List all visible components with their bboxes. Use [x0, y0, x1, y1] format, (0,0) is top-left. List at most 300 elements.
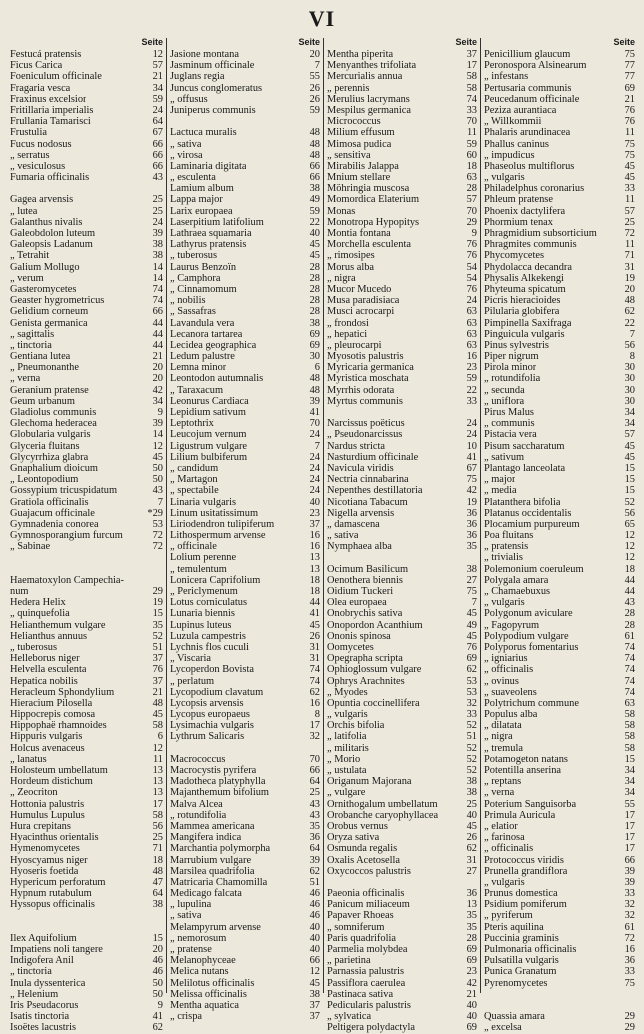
index-entry — [327, 877, 477, 888]
index-entry — [170, 731, 320, 742]
index-entry — [10, 754, 163, 765]
entry-page: 50 — [152, 977, 163, 989]
entry-page: 43 — [624, 597, 635, 609]
entry-page: 32 — [466, 697, 477, 709]
entry-name: Poa fluitans — [484, 530, 534, 542]
entry-page: 38 — [309, 183, 320, 195]
entry-page: 12 — [624, 552, 635, 564]
entry-name: „ Pneumonanthe — [10, 362, 79, 374]
entry-name: „ nobilis — [170, 295, 206, 307]
entry-name: „ offusus — [170, 93, 208, 105]
entry-page: 48 — [309, 384, 320, 396]
index-entry — [10, 586, 163, 597]
entry-page: 39 — [152, 418, 163, 430]
index-entry — [170, 485, 320, 496]
index-entry — [10, 273, 163, 284]
entry-name: Holcus avenaceus — [10, 742, 85, 754]
entry-page: 58 — [466, 82, 477, 94]
index-entry — [10, 239, 163, 250]
entry-name: „ rimosipes — [327, 250, 375, 262]
index-entry — [10, 552, 163, 563]
entry-page: 45 — [624, 160, 635, 172]
entry-page: 58 — [152, 720, 163, 732]
index-entry — [170, 60, 320, 71]
entry-name: Piper nigrum — [484, 351, 539, 363]
index-entry — [484, 83, 635, 94]
entry-page: 19 — [466, 496, 477, 508]
index-entry — [10, 250, 163, 261]
entry-name: Guajacum officinale — [10, 507, 95, 519]
entry-name: Ilex Aquifolium — [10, 932, 77, 944]
entry-page: 66 — [624, 854, 635, 866]
entry-page: 36 — [309, 832, 320, 844]
index-entry — [484, 642, 635, 653]
index-entry — [170, 899, 320, 910]
entry-page: 8 — [314, 709, 320, 721]
index-entry — [327, 172, 477, 183]
index-entry — [327, 94, 477, 105]
entry-page: 30 — [309, 351, 320, 363]
entry-name: Lappa major — [170, 194, 223, 206]
index-entry — [327, 989, 477, 1000]
entry-page: 40 — [309, 944, 320, 955]
entry-page: 74 — [309, 675, 320, 687]
entry-name: Helianthemum vulgare — [10, 619, 106, 631]
entry-name: Hedera Helix — [10, 597, 66, 609]
entry-name: „ verum — [10, 272, 44, 284]
index-entry — [170, 933, 320, 944]
entry-page: 64 — [309, 843, 320, 855]
index-entry — [170, 832, 320, 843]
entry-page: 59 — [152, 93, 163, 105]
entry-page: 15 — [624, 753, 635, 765]
index-entry — [170, 754, 320, 765]
entry-name: „ Tetrahit — [10, 250, 50, 262]
entry-name: Picris hieracioides — [484, 295, 561, 307]
entry-name: Pistacia vera — [484, 429, 537, 441]
entry-name: Mentha aquatica — [170, 999, 239, 1011]
entry-name: Hippocrepis comosa — [10, 709, 96, 721]
index-entry — [170, 94, 320, 105]
entry-page: 17 — [466, 60, 477, 72]
index-entry — [170, 687, 320, 698]
index-entry — [484, 933, 635, 944]
index-entry — [484, 821, 635, 832]
index-entry — [10, 1011, 163, 1022]
entry-page: 69 — [309, 328, 320, 340]
entry-name: Plantago lanceolata — [484, 462, 566, 474]
index-entry — [10, 485, 163, 496]
entry-name: Marchantia polymorpha — [170, 843, 271, 855]
entry-page: 28 — [309, 272, 320, 284]
entry-name: Lathraea squamaria — [170, 228, 252, 239]
index-entry — [10, 407, 163, 418]
index-entry — [170, 597, 320, 608]
index-entry — [327, 597, 477, 608]
entry-name: Mercurialis annua — [327, 71, 403, 83]
entry-name: „ verna — [484, 787, 515, 799]
index-entry — [327, 698, 477, 709]
entry-page: 36 — [466, 888, 477, 900]
entry-name: Phaseolus multiflorus — [484, 160, 575, 172]
entry-page: 74 — [152, 283, 163, 295]
entry-page: 19 — [152, 597, 163, 609]
column-header: Seite — [141, 37, 163, 47]
entry-name: Madotheca platyphylla — [170, 776, 266, 788]
entry-name: Galeopsis Ladanum — [10, 239, 93, 251]
index-column-2 — [167, 37, 324, 1023]
entry-page: 72 — [624, 228, 635, 239]
entry-name: „ reptans — [484, 776, 522, 788]
entry-name: „ Fagopyrum — [484, 619, 540, 631]
entry-name: Oenothera biennis — [327, 574, 403, 586]
entry-page: 52 — [466, 765, 477, 776]
index-entry — [327, 765, 477, 776]
index-entry — [484, 340, 635, 351]
index-entry — [170, 519, 320, 530]
index-entry — [327, 586, 477, 597]
entry-page: 52 — [466, 753, 477, 765]
index-entry — [10, 318, 163, 329]
entry-name: Gelidium corneum — [10, 306, 89, 318]
entry-name: Polygala amara — [484, 574, 549, 586]
index-entry — [327, 541, 477, 552]
entry-page: 47 — [152, 876, 163, 888]
entry-page: 12 — [152, 440, 163, 452]
entry-name: „ militaris — [327, 742, 369, 754]
entry-page: 69 — [624, 82, 635, 94]
entry-name: Menyanthes trifoliata — [327, 60, 417, 72]
entry-page: 75 — [466, 474, 477, 486]
index-entry — [10, 731, 163, 742]
index-entry — [10, 116, 163, 127]
index-entry — [484, 407, 635, 418]
entry-page: 31 — [466, 854, 477, 866]
entry-name: Pirus Malus — [484, 407, 534, 418]
entry-page: 44 — [309, 597, 320, 609]
entry-name: „ Helenium — [10, 988, 59, 1000]
entry-name: Peltigera polydactyla — [327, 1022, 416, 1034]
index-entry — [10, 228, 163, 239]
entry-name: Punica Granatum — [484, 966, 557, 978]
entry-name: Onobrychis sativa — [327, 608, 403, 620]
entry-name: Fumaria officinalis — [10, 172, 90, 184]
entry-page: 24 — [309, 462, 320, 474]
index-entry — [484, 508, 635, 519]
entry-name: „ Taraxacum — [170, 384, 224, 396]
index-entry — [170, 172, 320, 183]
entry-page: 62 — [309, 865, 320, 877]
entry-page: 13 — [152, 787, 163, 799]
entry-name: Milium effusum — [327, 127, 395, 139]
entry-name: Orobus vernus — [327, 820, 388, 832]
index-entry — [170, 150, 320, 161]
index-entry — [327, 161, 477, 172]
entry-page: 34 — [624, 407, 635, 418]
index-entry — [10, 564, 163, 575]
entry-page: 17 — [309, 720, 320, 732]
index-entry — [170, 127, 320, 138]
entry-name: Linum usitatissimum — [170, 507, 259, 519]
entry-page: 50 — [152, 988, 163, 1000]
entry-name: Paeonia officinalis — [327, 888, 405, 900]
entry-name: Opuntia coccinellifera — [327, 697, 420, 709]
index-entry — [484, 351, 635, 362]
index-entry — [484, 709, 635, 720]
index-entry — [170, 966, 320, 977]
entry-page: 25 — [624, 216, 635, 228]
entry-page: 61 — [624, 630, 635, 642]
index-entry — [327, 799, 477, 810]
entry-page: 75 — [624, 977, 635, 989]
entry-name: Mangifera indica — [170, 832, 242, 844]
index-entry — [170, 83, 320, 94]
entry-name: „ temulentum — [170, 563, 227, 575]
entry-name: Laminaria digitata — [170, 160, 247, 172]
entry-name: Geum urbanum — [10, 395, 75, 407]
index-entry — [10, 519, 163, 530]
entry-name: Plocamium purpureum — [484, 518, 580, 530]
index-entry — [10, 855, 163, 866]
index-entry — [484, 799, 635, 810]
entry-page: 48 — [152, 697, 163, 709]
entry-page: 66 — [152, 138, 163, 150]
entry-page: 6 — [157, 731, 163, 743]
entry-name: „ lanatus — [10, 753, 47, 765]
entry-name: „ Cinnamomum — [170, 283, 237, 295]
index-entry — [327, 83, 477, 94]
entry-page: 75 — [624, 49, 635, 60]
entry-page: 15 — [152, 932, 163, 944]
entry-name: Myrrhis odorata — [327, 384, 395, 396]
index-entry — [327, 776, 477, 787]
index-entry — [484, 329, 635, 340]
index-entry — [484, 441, 635, 452]
entry-page: 14 — [152, 272, 163, 284]
index-entry — [170, 676, 320, 687]
entry-name: Galanthus nivalis — [10, 216, 83, 228]
entry-list — [484, 49, 635, 1034]
entry-page: 72 — [152, 530, 163, 542]
index-entry — [10, 463, 163, 474]
entry-page: 40 — [466, 999, 477, 1011]
index-entry — [327, 284, 477, 295]
entry-name: Gratiola officinalis — [10, 496, 89, 508]
index-entry — [10, 530, 163, 541]
entry-name: Oxycoccos palustris — [327, 865, 411, 877]
entry-name: Ocimum Basilicum — [327, 563, 409, 575]
entry-page: 29 — [624, 1011, 635, 1023]
entry-name: Leucojum vernum — [170, 429, 247, 441]
entry-page: 55 — [624, 798, 635, 810]
entry-page: 34 — [624, 776, 635, 788]
index-entry — [327, 787, 477, 798]
entry-list — [10, 49, 163, 1034]
entry-name: „ nigra — [484, 731, 513, 743]
entry-page: 33 — [624, 183, 635, 195]
entry-page: 62 — [466, 664, 477, 676]
entry-page: 38 — [152, 899, 163, 911]
entry-page: 48 — [152, 865, 163, 877]
index-entry — [170, 620, 320, 631]
entry-page: 19 — [624, 272, 635, 284]
entry-page: 11 — [624, 127, 635, 139]
entry-page: 70 — [309, 418, 320, 430]
index-entry — [10, 877, 163, 888]
entry-name: Helvella esculenta — [10, 664, 87, 676]
entry-page: 53 — [152, 518, 163, 530]
entry-page: 21 — [152, 351, 163, 363]
page-number: VI — [308, 6, 336, 31]
index-entry — [484, 731, 635, 742]
entry-page: 18 — [152, 854, 163, 866]
entry-page: 41 — [152, 1011, 163, 1023]
entry-page: 33 — [624, 888, 635, 900]
entry-name: Orobanche caryophyllacea — [327, 809, 439, 821]
entry-name: Lamium album — [170, 183, 234, 195]
index-entry — [484, 832, 635, 843]
index-entry — [327, 910, 477, 921]
entry-name: Phallus caninus — [484, 138, 549, 150]
entry-name: „ somniferum — [327, 921, 385, 933]
entry-name: „ hepatici — [327, 328, 368, 340]
entry-page: 45 — [309, 977, 320, 989]
index-entry — [327, 262, 477, 273]
entry-name: Matricaria Chamomilla — [170, 876, 268, 888]
entry-name: Populus alba — [484, 709, 538, 721]
entry-name: Lythrum Salicaris — [170, 731, 245, 743]
entry-name: „ virosa — [170, 149, 203, 161]
entry-page: 23 — [309, 507, 320, 519]
entry-page: 24 — [309, 485, 320, 497]
entry-page: 58 — [152, 809, 163, 821]
index-entry — [327, 922, 477, 933]
entry-page: 36 — [466, 530, 477, 542]
entry-name: Hypericum perforatum — [10, 876, 106, 888]
entry-name: Myristica moschata — [327, 373, 409, 385]
entry-page: 28 — [624, 619, 635, 631]
index-entry — [484, 485, 635, 496]
entry-name: Gasteromycetes — [10, 283, 77, 295]
index-entry — [484, 94, 635, 105]
entry-name: Papaver Rhoeas — [327, 910, 394, 922]
entry-name: „ officinalis — [484, 843, 534, 855]
entry-page: 37 — [309, 999, 320, 1011]
index-entry — [10, 83, 163, 94]
index-entry — [327, 664, 477, 675]
entry-name: Lecanora tartarea — [170, 328, 243, 340]
index-entry — [10, 206, 163, 217]
entry-page: 53 — [466, 675, 477, 687]
entry-name: Pirola minor — [484, 362, 537, 374]
entry-page: 67 — [466, 462, 477, 474]
entry-page: 52 — [466, 720, 477, 732]
index-entry — [484, 239, 635, 250]
entry-name: „ rotundifolia — [484, 373, 541, 385]
index-entry — [484, 396, 635, 407]
entry-name: „ esculenta — [170, 172, 216, 184]
index-entry — [484, 183, 635, 194]
entry-name: „ secunda — [484, 384, 525, 396]
entry-name: „ damascena — [327, 518, 380, 530]
entry-page: 76 — [624, 116, 635, 128]
entry-name: num — [10, 586, 29, 597]
column-header: Seite — [613, 37, 635, 47]
index-entry — [484, 105, 635, 116]
entry-page: 35 — [466, 921, 477, 933]
entry-page: 59 — [466, 373, 477, 385]
index-entry — [484, 944, 635, 955]
index-entry — [170, 530, 320, 541]
index-entry — [170, 575, 320, 586]
entry-name: Gladiolus communis — [10, 407, 97, 418]
index-entry — [327, 250, 477, 261]
index-entry — [484, 519, 635, 530]
index-entry — [327, 373, 477, 384]
entry-page: 20 — [309, 49, 320, 60]
entry-page: 43 — [309, 809, 320, 821]
entry-name: Phydolacca decandra — [484, 261, 572, 273]
entry-name: Ligustrum vulgare — [170, 440, 248, 452]
index-entry — [170, 866, 320, 877]
index-entry — [484, 273, 635, 284]
entry-name: „ pleurocarpi — [327, 339, 382, 351]
entry-name: Indigofera Anil — [10, 955, 74, 967]
entry-name: Nymphaea alba — [327, 541, 392, 553]
index-entry — [170, 743, 320, 754]
entry-name: „ sativum — [484, 451, 525, 463]
entry-name: „ vulgaris — [484, 172, 525, 184]
entry-page: 35 — [466, 910, 477, 922]
index-entry — [170, 1011, 320, 1022]
index-entry — [10, 139, 163, 150]
entry-name: Macrococcus — [170, 753, 226, 765]
entry-name: Leonurus Cardiaca — [170, 395, 249, 407]
entry-page: 57 — [152, 60, 163, 72]
column-header: Seite — [298, 37, 320, 47]
entry-page: 18 — [624, 563, 635, 575]
index-entry — [484, 720, 635, 731]
entry-page: 46 — [309, 910, 320, 922]
entry-name: Panicum miliaceum — [327, 899, 410, 911]
index-entry — [484, 575, 635, 586]
entry-name: Nicotiana Tabacum — [327, 496, 408, 508]
entry-page: 58 — [624, 720, 635, 732]
index-entry — [484, 474, 635, 485]
entry-page: 76 — [624, 104, 635, 116]
index-entry — [170, 273, 320, 284]
entry-name: Globularia vulgaris — [10, 429, 91, 441]
index-entry — [170, 1000, 320, 1011]
index-entry — [484, 1022, 635, 1033]
index-entry — [327, 139, 477, 150]
entry-page: 58 — [466, 71, 477, 83]
index-entry — [484, 541, 635, 552]
index-entry — [170, 843, 320, 854]
entry-page: 40 — [309, 228, 320, 239]
entry-name: Mucor Mucedo — [327, 283, 392, 295]
entry-page: 77 — [624, 60, 635, 72]
index-entry — [327, 676, 477, 687]
index-entry — [327, 362, 477, 373]
entry-name: „ verna — [10, 373, 41, 385]
entry-page: 42 — [152, 384, 163, 396]
entry-name: „ Willkommii — [484, 116, 542, 128]
entry-page: 74 — [624, 641, 635, 653]
entry-name: Platanthera bifolia — [484, 496, 561, 508]
entry-page: 14 — [152, 429, 163, 441]
entry-page: 48 — [309, 127, 320, 139]
